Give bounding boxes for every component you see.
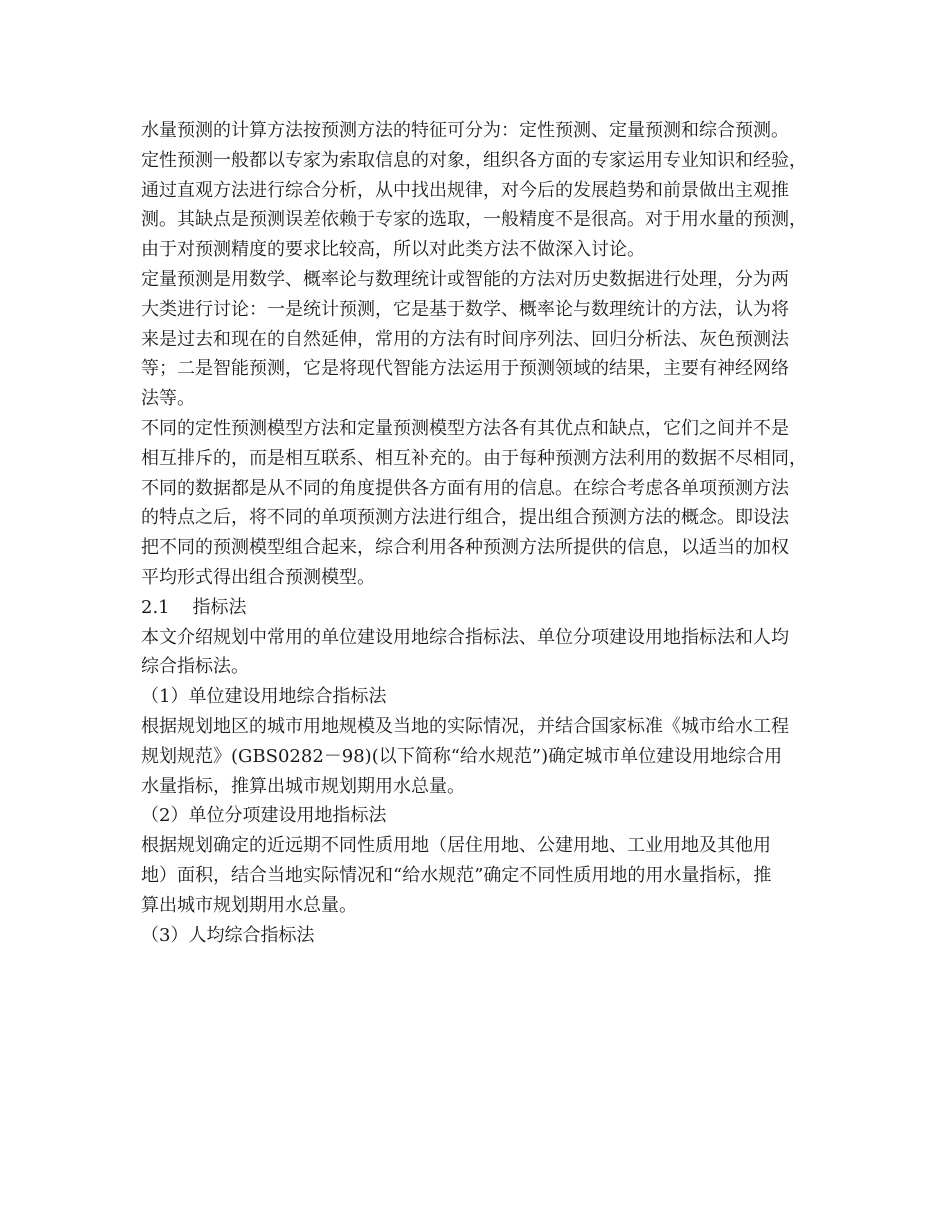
text-line: 由于对预测精度的要求比较高，所以对此类方法不做深入讨论。 [141, 239, 645, 261]
text-line: 定性预测一般都以专家为索取信息的对象，组织各方面的专家运用专业知识和经验， [141, 149, 807, 171]
subsection-heading: （2）单位分项建设用地指标法 [141, 805, 387, 827]
text-line: 定量预测是用数学、概率论与数理统计或智能的方法对历史数据进行处理，分为两 [141, 268, 789, 290]
text-line: 相互排斥的，而是相互联系、相互补充的。由于每种预测方法利用的数据不尽相同， [141, 447, 807, 469]
text-line: 把不同的预测模型组合起来，综合利用各种预测方法所提供的信息，以适当的加权 [141, 537, 789, 559]
text-line: 根据规划地区的城市用地规模及当地的实际情况，并结合国家标准《城市给水工程 [141, 715, 789, 737]
text-line: 根据规划确定的近远期不同性质用地（居住用地、公建用地、工业用地及其他用 [141, 835, 771, 857]
section-heading: 2.1 指标法 [141, 596, 247, 618]
text-line: 的特点之后，将不同的单项预测方法进行组合，提出组合预测方法的概念。即设法 [141, 507, 789, 529]
text-line: 测。其缺点是预测误差依赖于专家的选取，一般精度不是很高。对于用水量的预测， [141, 209, 807, 231]
text-line: 地）面积，结合当地实际情况和“给水规范”确定不同性质用地的用水量指标，推 [141, 864, 772, 886]
text-line: 来是过去和现在的自然延伸，常用的方法有时间序列法、回归分析法、灰色预测法 [141, 328, 789, 350]
text-line: 综合指标法。 [141, 656, 249, 678]
text-line: 本文介绍规划中常用的单位建设用地综合指标法、单位分项建设用地指标法和人均 [141, 626, 789, 648]
text-line: 水量预测的计算方法按预测方法的特征可分为：定性预测、定量预测和综合预测。 [141, 120, 789, 141]
subsection-heading: （3）人均综合指标法 [141, 924, 315, 946]
text-line: 大类进行讨论：一是统计预测，它是基于数学、概率论与数理统计的方法，认为将 [141, 298, 789, 320]
text-line: 通过直观方法进行综合分析，从中找出规律，对今后的发展趋势和前景做出主观推 [141, 179, 789, 201]
text-line: 规划规范》(GBS0282－98)(以下简称“给水规范”)确定城市单位建设用地综合用 [141, 745, 783, 767]
text-line: 法等。 [141, 388, 195, 410]
text-line: 水量指标，推算出城市规划期用水总量。 [141, 775, 465, 797]
subsection-heading: （1）单位建设用地综合指标法 [141, 686, 387, 708]
text-line: 不同的定性预测模型方法和定量预测模型方法各有其优点和缺点，它们之间并不是 [141, 417, 789, 439]
text-line: 算出城市规划期用水总量。 [141, 894, 357, 916]
document-body [141, 116, 821, 950]
text-line: 不同的数据都是从不同的角度提供各方面有用的信息。在综合考虑各单项预测方法 [141, 477, 789, 499]
text-line: 平均形式得出组合预测模型。 [141, 566, 375, 588]
text-line: 等；二是智能预测，它是将现代智能方法运用于预测领域的结果，主要有神经网络 [141, 358, 789, 380]
